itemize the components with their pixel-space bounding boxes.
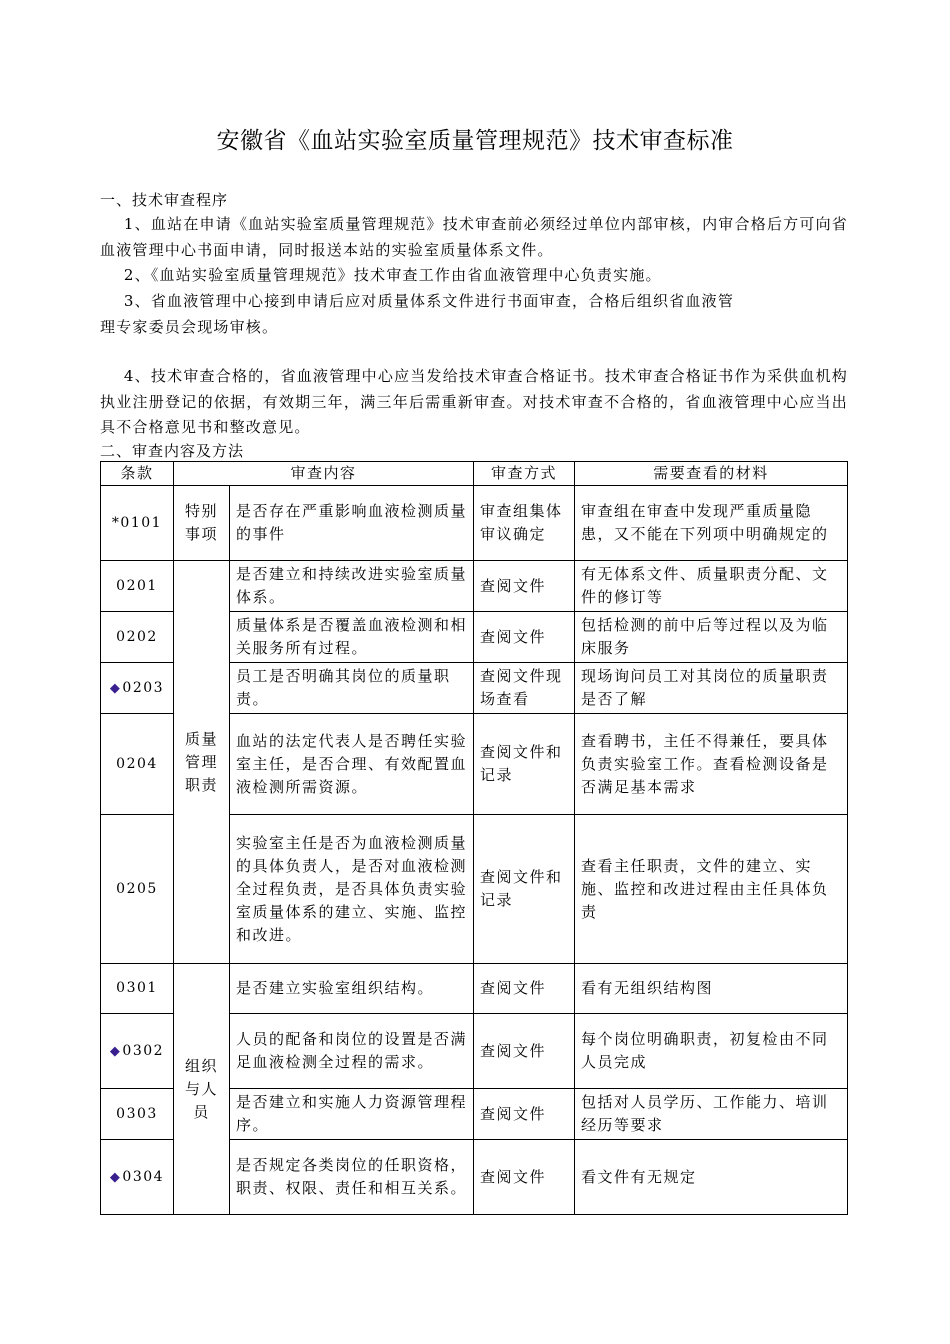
review-materials: 包括对人员学历、工作能力、培训经历等要求 bbox=[575, 1089, 848, 1140]
review-method: 查阅文件 bbox=[474, 1014, 575, 1089]
review-content: 实验室主任是否为血液检测质量的具体负责人，是否对血液检测全过程负责，是否具体负责实验室质量体系的建立、实施、监控和改进。 bbox=[230, 815, 474, 964]
review-method: 查阅文件现场查看 bbox=[474, 663, 575, 714]
paragraph-2: 2、《血站实验室质量管理规范》技术审查工作由省血液管理中心负责实施。 bbox=[100, 266, 662, 284]
review-content: 质量体系是否覆盖血液检测和相关服务所有过程。 bbox=[230, 612, 474, 663]
review-materials: 每个岗位明确职责，初复检由不同人员完成 bbox=[575, 1014, 848, 1089]
review-materials: 包括检测的前中后等过程以及为临床服务 bbox=[575, 612, 848, 663]
diamond-icon: ◆ bbox=[109, 680, 122, 696]
review-materials: 审查组在审查中发现严重质量隐患，又不能在下列项中明确规定的 bbox=[575, 486, 848, 561]
review-method: 查阅文件 bbox=[474, 561, 575, 612]
review-materials: 看文件有无规定 bbox=[575, 1140, 848, 1215]
table-row bbox=[101, 486, 848, 561]
review-content: 是否建立和实施人力资源管理程序。 bbox=[230, 1089, 474, 1140]
page-title: 安徽省《血站实验室质量管理规范》技术审查标准 bbox=[216, 128, 734, 154]
clause-code-marked bbox=[101, 1140, 174, 1215]
review-method: 查阅文件 bbox=[474, 1089, 575, 1140]
section-heading-procedure: 一、技术审查程序 bbox=[100, 191, 229, 209]
clause-code: 0301 bbox=[101, 964, 174, 1014]
clause-code-marked bbox=[101, 663, 174, 714]
clause-code: 0202 bbox=[101, 612, 174, 663]
clause-code-text: 0302 bbox=[122, 1042, 165, 1059]
review-method: 审查组集体审议确定 bbox=[474, 486, 575, 561]
table-row bbox=[101, 964, 848, 1014]
review-method: 查阅文件 bbox=[474, 1140, 575, 1215]
paragraph-3: 3、省血液管理中心接到申请后应对质量体系文件进行书面审查，合格后组织省血液管 理专家委员会现场审核。 bbox=[100, 292, 735, 336]
header-materials: 需要查看的材料 bbox=[575, 462, 848, 486]
diamond-icon: ◆ bbox=[109, 1169, 122, 1185]
review-standard-table bbox=[100, 461, 848, 1215]
review-content: 是否存在严重影响血液检测质量的事件 bbox=[230, 486, 474, 561]
review-materials: 看有无组织结构图 bbox=[575, 964, 848, 1014]
table-header-row bbox=[101, 462, 848, 486]
clause-code: 0303 bbox=[101, 1089, 174, 1140]
paragraph-1: 1、血站在申请《血站实验室质量管理规范》技术审查前必须经过单位内部审核，内审合格后方可向省血液管理中心书面申请，同时报送本站的实验室质量体系文件。 bbox=[100, 215, 848, 259]
review-method: 查阅文件和记录 bbox=[474, 714, 575, 815]
review-method: 查阅文件 bbox=[474, 612, 575, 663]
clause-code-marked bbox=[101, 1014, 174, 1089]
clause-code: 0201 bbox=[101, 561, 174, 612]
review-content: 是否建立和持续改进实验室质量体系。 bbox=[230, 561, 474, 612]
review-content: 是否规定各类岗位的任职资格，职责、权限、责任和相互关系。 bbox=[230, 1140, 474, 1215]
paragraph-4: 4、技术审查合格的，省血液管理中心应当发给技术审查合格证书。技术审查合格证书作为采供血机构执业注册登记的依据，有效期三年，满三年后需重新审查。对技术审查不合格的，省血液管理中心应当出具不合格意见书和整改意见。 bbox=[100, 367, 848, 436]
section-heading-content: 二、审查内容及方法 bbox=[100, 442, 245, 460]
category-org: 组织与人员 bbox=[174, 964, 230, 1215]
review-materials: 查看聘书，主任不得兼任，要具体负责实验室工作。查看检测设备是否满足基本需求 bbox=[575, 714, 848, 815]
header-content: 审查内容 bbox=[174, 462, 474, 486]
review-method: 查阅文件和记录 bbox=[474, 815, 575, 964]
review-content: 是否建立实验室组织结构。 bbox=[230, 964, 474, 1014]
review-content: 血站的法定代表人是否聘任实验室主任，是否合理、有效配置血液检测所需资源。 bbox=[230, 714, 474, 815]
header-clause: 条款 bbox=[101, 462, 174, 486]
table-row bbox=[101, 561, 848, 612]
diamond-icon: ◆ bbox=[109, 1043, 122, 1059]
header-method: 审查方式 bbox=[474, 462, 575, 486]
clause-code-text: 0304 bbox=[122, 1168, 165, 1185]
review-method: 查阅文件 bbox=[474, 964, 575, 1014]
clause-code: 0205 bbox=[101, 815, 174, 964]
review-materials: 查看主任职责，文件的建立、实施、监控和改进过程由主任具体负责 bbox=[575, 815, 848, 964]
review-content: 员工是否明确其岗位的质量职责。 bbox=[230, 663, 474, 714]
category-quality: 质量管理职责 bbox=[174, 561, 230, 964]
review-materials: 现场询问员工对其岗位的质量职责是否了解 bbox=[575, 663, 848, 714]
clause-code: 0204 bbox=[101, 714, 174, 815]
review-materials: 有无体系文件、质量职责分配、文件的修订等 bbox=[575, 561, 848, 612]
category-special: 特别事项 bbox=[174, 486, 230, 561]
review-content: 人员的配备和岗位的设置是否满足血液检测全过程的需求。 bbox=[230, 1014, 474, 1089]
clause-code: *0101 bbox=[101, 486, 174, 561]
clause-code-text: 0203 bbox=[122, 679, 165, 696]
